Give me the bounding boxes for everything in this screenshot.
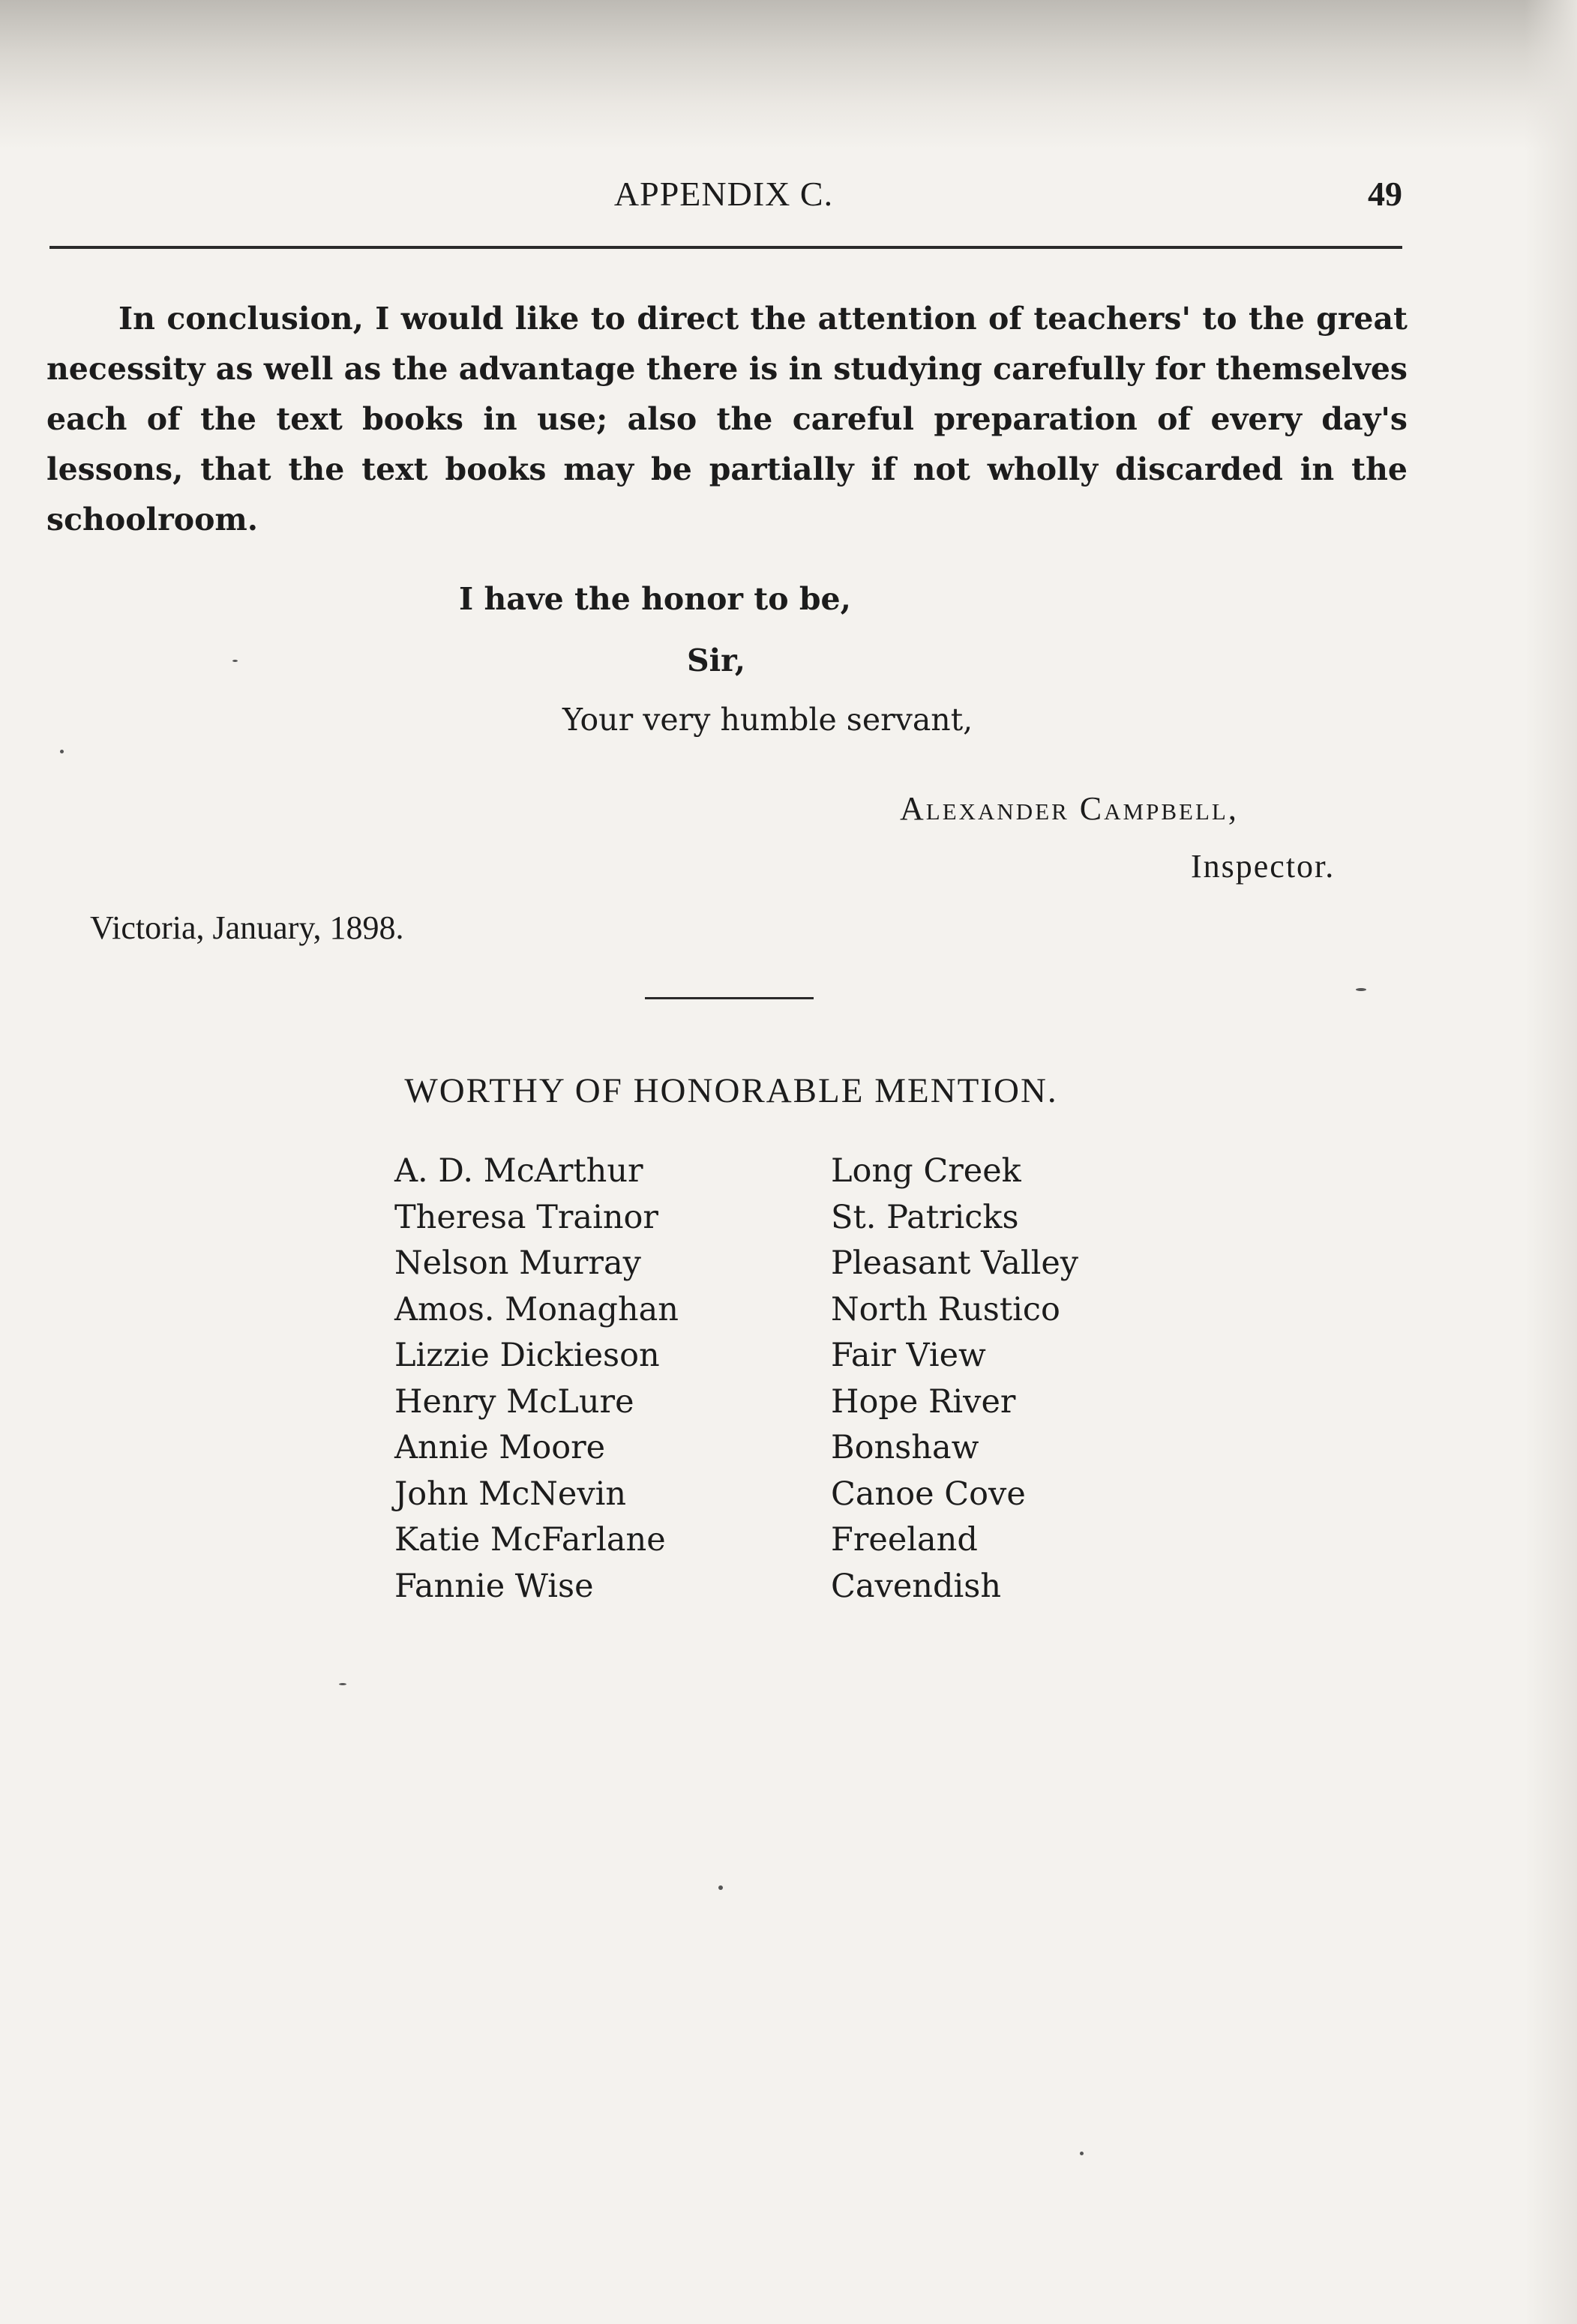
body-paragraph: In conclusion, I would like to direct the attention of teachers' to the great necessity as well as the advantage there is in studying carefully for themselves each of the text books in use; also the careful preparation of every day's lessons, that the text books may be partially if not wholly discarded in the schoolroom. <box>46 301 1408 538</box>
running-head: APPENDIX C. <box>613 175 834 213</box>
closing-line-3: Your very humble servant, <box>562 702 973 738</box>
school-location: Long Creek <box>831 1152 1021 1190</box>
section-divider <box>645 997 814 999</box>
scan-speck <box>1080 2152 1084 2155</box>
list-item <box>394 1199 1144 1245</box>
page-header <box>45 174 1402 219</box>
list-item <box>394 1568 1144 1614</box>
scan-speck <box>1356 988 1366 991</box>
list-item <box>394 1521 1144 1568</box>
school-location: Hope River <box>831 1382 1016 1421</box>
scan-speck <box>718 1885 723 1890</box>
page-number: 49 <box>1368 175 1402 213</box>
school-location: North Rustico <box>831 1290 1060 1328</box>
student-name: John McNevin <box>394 1475 627 1513</box>
student-name: Katie McFarlane <box>394 1521 666 1559</box>
signer-name: Alexander Campbell, <box>900 790 1239 827</box>
student-name: Henry McLure <box>394 1382 634 1421</box>
list-item <box>394 1429 1144 1475</box>
list-item <box>394 1475 1144 1522</box>
scan-speck <box>232 660 238 662</box>
student-name: Nelson Murray <box>394 1244 641 1282</box>
section-heading: WORTHY OF HONORABLE MENTION. <box>404 1071 1058 1110</box>
list-item <box>394 1152 1144 1199</box>
school-location: Fair View <box>831 1337 986 1374</box>
student-name: Fannie Wise <box>394 1567 594 1605</box>
school-location: Cavendish <box>831 1567 1002 1605</box>
closing-line-2: Sir, <box>687 642 746 678</box>
school-location: Bonshaw <box>831 1429 979 1466</box>
school-location: Freeland <box>831 1521 978 1559</box>
list-item <box>394 1244 1144 1291</box>
signer-title: Inspector. <box>1191 848 1336 885</box>
scan-shading-top <box>0 0 1577 150</box>
dateline: Victoria, January, 1898. <box>90 909 404 946</box>
closing-line-1: I have the honor to be, <box>459 581 851 617</box>
student-name: Annie Moore <box>394 1429 606 1466</box>
honorable-mention-list <box>394 1152 1144 1613</box>
scan-speck <box>339 1683 346 1685</box>
school-location: St. Patricks <box>831 1198 1019 1236</box>
student-name: Lizzie Dickieson <box>394 1337 660 1374</box>
school-location: Canoe Cove <box>831 1475 1026 1513</box>
list-item <box>394 1337 1144 1383</box>
student-name: A. D. McArthur <box>394 1152 643 1190</box>
school-location: Pleasant Valley <box>831 1244 1079 1282</box>
list-item <box>394 1291 1144 1337</box>
student-name: Theresa Trainor <box>394 1198 658 1236</box>
header-rule <box>49 246 1402 249</box>
scan-speck <box>60 750 64 753</box>
student-name: Amos. Monaghan <box>394 1290 679 1328</box>
scan-shading-right <box>1525 0 1577 2324</box>
list-item <box>394 1383 1144 1430</box>
